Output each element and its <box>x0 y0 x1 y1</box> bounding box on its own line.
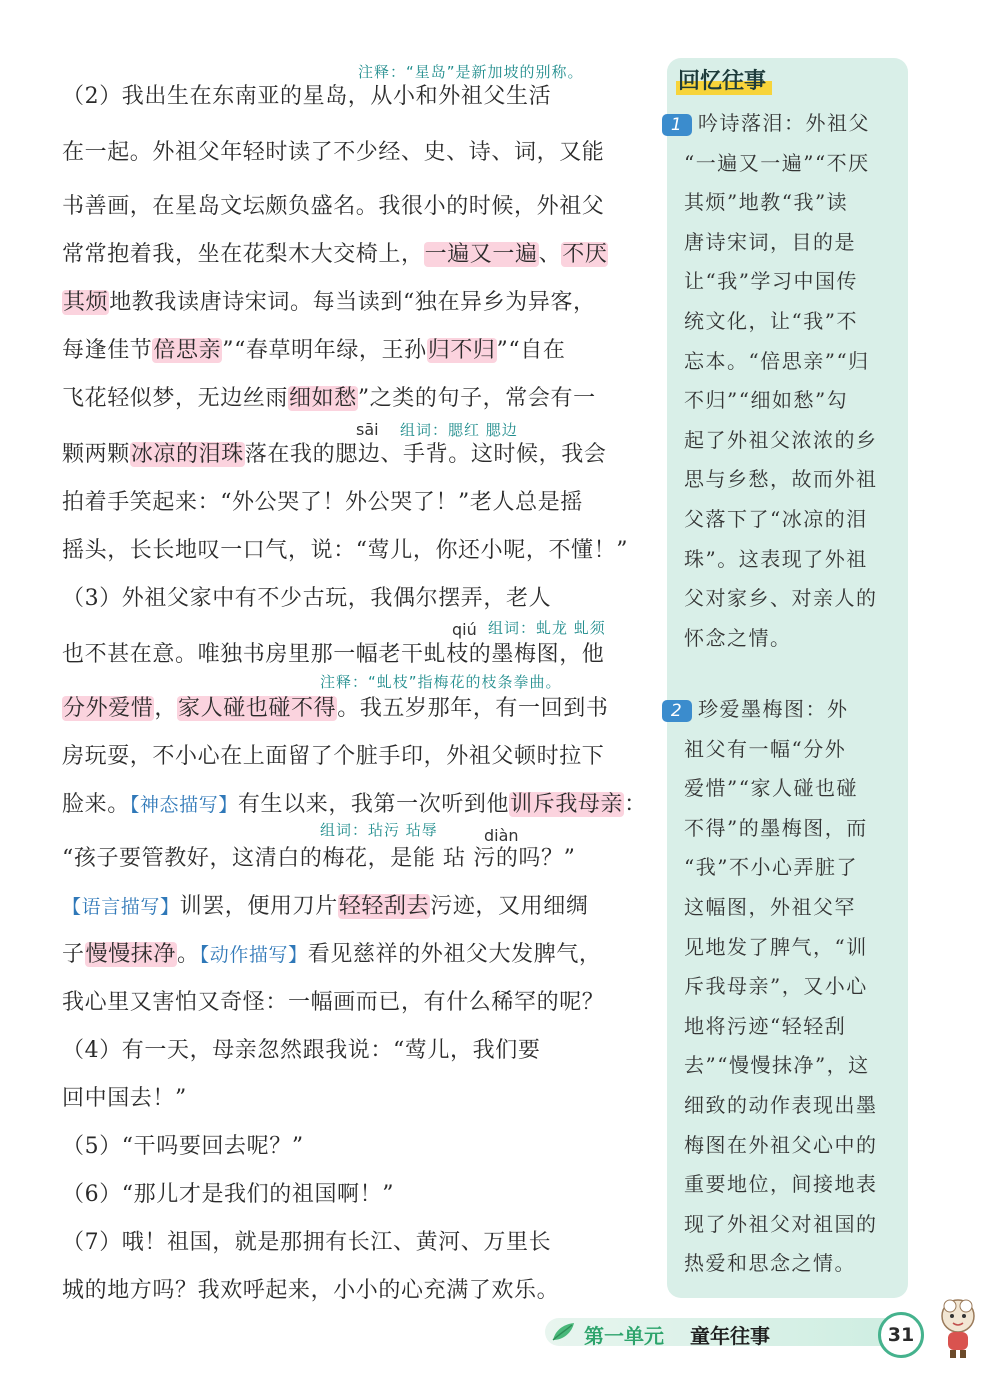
sidebar-line <box>684 464 902 494</box>
unit-title: 童年往事 <box>690 1324 770 1348</box>
sidebar-text: 梅图在外祖父心中的 <box>684 1132 878 1157</box>
number-badge-icon: 2 <box>662 700 692 722</box>
highlight: 一遍又一遍 <box>424 242 538 267</box>
text-line <box>62 384 652 414</box>
sidebar-title: 回忆往事 <box>676 64 772 95</box>
vocab-note: 组词：腮红 腮边 <box>400 421 518 439</box>
sidebar-text: 统文化，让“我”不 <box>684 309 858 333</box>
sidebar-text: 珠”。这表现了外祖 <box>684 546 868 571</box>
text-span: 。 <box>177 942 200 967</box>
sidebar-text: “我”不小心弄脏了 <box>684 855 858 880</box>
text-span: 。我五岁那年，有一回到书 <box>337 696 609 721</box>
text-line: 书善画，在星岛文坛颇负盛名。我很小的时候，外祖父 <box>62 194 605 219</box>
highlight: 分外爱惜 <box>63 696 154 721</box>
sidebar-line <box>684 306 902 336</box>
text-line: 房玩耍，不小心在上面留了个脏手印，外祖父顿时拉下 <box>62 744 605 769</box>
sidebar-line <box>684 932 902 962</box>
sidebar-line <box>684 1011 902 1041</box>
number-badge-icon: 1 <box>662 114 692 136</box>
sidebar-text: 重要地位，间接地表 <box>684 1172 878 1197</box>
highlight: 倍思亲 <box>153 338 222 363</box>
sidebar-text: 忘本。“倍思亲”“归 <box>684 348 870 373</box>
text-line: 我心里又害怕又奇怪：一幅画而已，有什么稀罕的呢？ <box>62 990 605 1015</box>
sidebar-line <box>684 813 902 843</box>
sidebar-line <box>684 734 902 764</box>
text-line <box>62 240 652 270</box>
highlight: 慢慢抹净 <box>85 942 177 967</box>
text-span: 落在我的腮边、手背。这时候，我会 <box>244 442 607 467</box>
sidebar-text: 不归”“细如愁”勾 <box>684 388 849 413</box>
text-span: ”之类的句子，常会有一 <box>357 386 596 411</box>
sidebar-line <box>684 1248 902 1278</box>
text-span: 每逢佳节 <box>62 338 153 363</box>
text-span: 有生以来，我第一次听到他 <box>237 792 510 817</box>
sidebar-line <box>684 1050 902 1080</box>
vocab-note: 组词：玷污 玷辱 <box>320 821 438 839</box>
sidebar-line <box>684 583 902 613</box>
sidebar-line <box>684 187 902 217</box>
sidebar-line <box>684 227 902 257</box>
sidebar-line <box>684 892 902 922</box>
text-line: 回中国去！” <box>62 1086 187 1111</box>
description-tag: 【神态描写】 <box>129 794 238 816</box>
vocab-note: 组词：虬龙 虬须 <box>488 619 606 637</box>
sidebar-text: 父落下了“冰凉的泪 <box>684 507 868 531</box>
highlight: 归不归 <box>427 338 496 363</box>
sidebar-text: 现了外祖父对祖国的 <box>684 1211 878 1236</box>
highlight: 其烦 <box>63 290 109 315</box>
sidebar-line <box>684 425 902 455</box>
text-line: “孩子要管教好，这清白的梅花，是能 玷 污的吗？” <box>62 846 576 871</box>
sidebar-line <box>662 108 880 138</box>
text-line <box>62 440 652 470</box>
text-line: （2）我出生在东南亚的星岛，从小和外祖父生活 <box>62 84 552 109</box>
annotation-note: 注释：“星岛”是新加坡的别称。 <box>358 63 584 81</box>
sidebar-line <box>684 385 902 415</box>
sidebar-text: 这幅图，外祖父罕 <box>684 895 856 919</box>
leaf-icon <box>550 1320 576 1344</box>
sidebar-text: 祖父有一幅“分外 <box>684 736 847 761</box>
text-span: ： <box>624 792 647 817</box>
sidebar-line <box>684 1169 902 1199</box>
text-span: ”“春草明年绿，王孙 <box>222 338 427 363</box>
unit-label: 第一单元 <box>584 1324 664 1348</box>
highlight: 不厌 <box>562 242 608 267</box>
text-span: ， <box>154 696 178 721</box>
sidebar-line <box>684 971 902 1001</box>
sidebar-text: 让“我”学习中国传 <box>684 269 858 294</box>
sidebar-text: 其烦”地教“我”读 <box>684 190 849 215</box>
highlight: 轻轻刮去 <box>338 894 430 919</box>
text-span: 训罢，便用刀片 <box>179 894 338 919</box>
text-line: （5）“干吗要回去呢？” <box>62 1134 304 1159</box>
text-line <box>62 892 652 922</box>
text-span: 颗两颗 <box>62 442 130 467</box>
sidebar-text: 怀念之情。 <box>684 625 792 650</box>
pinyin: diàn <box>484 826 519 845</box>
text-line <box>62 288 652 318</box>
page-number: 31 <box>878 1312 924 1358</box>
text-line: （3）外祖父家中有不少古玩，我偶尔摆弄，老人 <box>62 586 552 611</box>
sidebar-line <box>684 504 902 534</box>
sidebar-text: 珍爱墨梅图：外 <box>698 697 849 721</box>
sidebar-text: 见地发了脾气，“训 <box>684 934 868 959</box>
text-span: 子 <box>62 942 85 967</box>
sidebar-text: 爱惜”“家人碰也碰 <box>684 776 858 801</box>
text-span: 、 <box>538 242 562 267</box>
text-line: （7）哦！祖国，就是那拥有长江、黄河、万里长 <box>62 1230 552 1255</box>
annotation-note: 注释：“虬枝”指梅花的枝条拳曲。 <box>320 673 562 691</box>
sidebar-line <box>684 346 902 376</box>
pinyin: sāi <box>356 420 379 439</box>
text-span: 污迹，又用细绸 <box>430 894 589 919</box>
sidebar-text: 地将污迹“轻轻刮 <box>684 1013 847 1038</box>
text-span: 脸来。 <box>62 792 130 817</box>
sidebar-line <box>684 623 902 653</box>
highlight: 细如愁 <box>289 386 357 411</box>
sidebar-line <box>684 773 902 803</box>
text-line: 拍着手笑起来：“外公哭了！外公哭了！”老人总是摇 <box>62 490 583 515</box>
text-line <box>62 336 652 366</box>
sidebar-line <box>684 852 902 882</box>
sidebar-line <box>684 148 902 178</box>
sidebar-line <box>684 266 902 296</box>
sidebar-text: 斥我母亲”，又小心 <box>684 974 868 999</box>
sidebar-line <box>684 1090 902 1120</box>
sheep-mascot-icon <box>928 1292 988 1362</box>
text-span: 飞花轻似梦，无边丝雨 <box>62 386 289 411</box>
sidebar-text: “一遍又一遍”“不厌 <box>684 150 870 175</box>
text-line: 在一起。外祖父年轻时读了不少经、史、诗、词，又能 <box>62 140 605 165</box>
description-tag: 【语言描写】 <box>62 896 180 918</box>
text-line: 摇头，长长地叹一口气，说：“莺儿，你还小呢，不懂！” <box>62 538 629 563</box>
text-line: 城的地方吗？我欢呼起来，小小的心充满了欢乐。 <box>62 1278 560 1303</box>
sidebar-text: 父对家乡、对亲人的 <box>684 586 878 611</box>
sidebar-text: 去”“慢慢抹净”，这 <box>684 1053 870 1078</box>
pinyin: qiú <box>452 620 477 639</box>
highlight: 冰凉的泪珠 <box>130 442 244 467</box>
text-line <box>62 790 652 820</box>
sidebar-line <box>684 1130 902 1160</box>
sidebar-text: 吟诗落泪：外祖父 <box>698 111 870 135</box>
text-line <box>62 694 652 724</box>
text-span: ”“自在 <box>496 338 566 363</box>
sidebar-text: 不得”的墨梅图，而 <box>684 815 868 840</box>
sidebar-text: 细致的动作表现出墨 <box>684 1093 878 1117</box>
sidebar-text: 起了外祖父浓浓的乡 <box>684 427 878 452</box>
description-tag: 【动作描写】 <box>199 944 308 966</box>
text-line: （6）“那儿才是我们的祖国啊！” <box>62 1182 395 1207</box>
text-line: （4）有一天，母亲忽然跟我说：“莺儿，我们要 <box>62 1038 541 1063</box>
sidebar-text: 热爱和思念之情。 <box>684 1251 856 1276</box>
sidebar-line <box>662 694 880 724</box>
highlight: 家人碰也碰不得 <box>178 696 337 721</box>
sidebar-text: 思与乡愁，故而外祖 <box>684 467 878 492</box>
text-line: 也不甚在意。唯独书房里那一幅老干虬枝的墨梅图，他 <box>62 642 605 667</box>
text-span: 看见慈祥的外祖父大发脾气， <box>307 942 602 967</box>
text-line <box>62 940 652 970</box>
highlight: 训斥我母亲 <box>510 792 624 817</box>
text-span: 地教我读唐诗宋词。每当读到“独在异乡为异客， <box>109 290 596 315</box>
text-span: 常常抱着我，坐在花梨木大交椅上， <box>62 242 424 267</box>
sidebar-text: 唐诗宋词，目的是 <box>684 229 856 254</box>
sidebar-line <box>684 544 902 574</box>
sidebar-line <box>684 1209 902 1239</box>
